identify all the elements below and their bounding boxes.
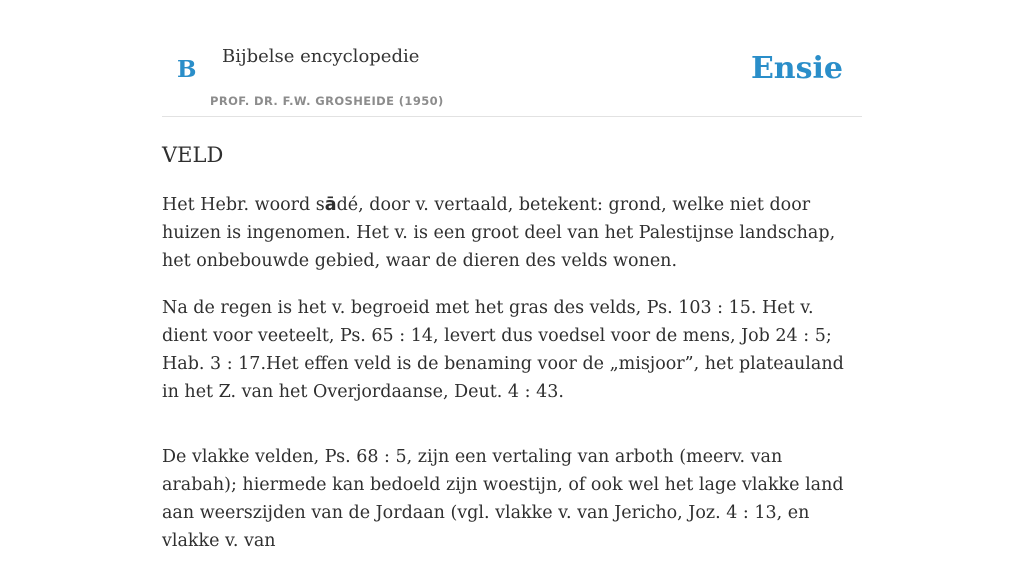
paragraph-text: dé, door v. vertaald, betekent: grond, welke niet door huizen is ingenomen. Het v. is een groot deel van het Palestijnse landschap, het onbebouwde gebied, waar de dieren des velds wonen. [162,195,836,271]
book-letter-icon[interactable]: B [177,56,197,83]
entry-paragraph-1 [162,191,862,275]
book-title-link[interactable]: Bijbelse encyclopedie [222,46,420,67]
paragraph-text: Het Hebr. woord s [162,195,325,215]
book-author: PROF. DR. F.W. GROSHEIDE (1950) [210,94,444,108]
entry-title: VELD [162,143,224,167]
hebrew-transliteration-letter: ā [324,195,337,215]
entry-article [162,140,862,574]
ensie-logo-link[interactable]: Ensie [750,51,843,86]
page-header [162,0,862,117]
entry-paragraph-3: De vlakke velden, Ps. 68 : 5, zijn een vertaling van arboth (meerv. van arabah); hiermede kan bedoeld zijn woestijn, of ook wel het lage vlakke land aan weerszijden van de Jordaan (vgl. vlakke v. van Jericho, Joz. 4 : 13, en vlakke v. van [162,447,844,551]
entry-paragraph-2: Na de regen is het v. begroeid met het gras des velds, Ps. 103 : 15. Het v. dient voor veeteelt, Ps. 65 : 14, levert dus voedsel voor de mens, Job 24 : 5; Hab. 3 : 17.Het effen veld is de benaming voor de „misjoor”, het plateauland in het Z. van het Overjordaanse, Deut. 4 : 43. [162,298,844,402]
